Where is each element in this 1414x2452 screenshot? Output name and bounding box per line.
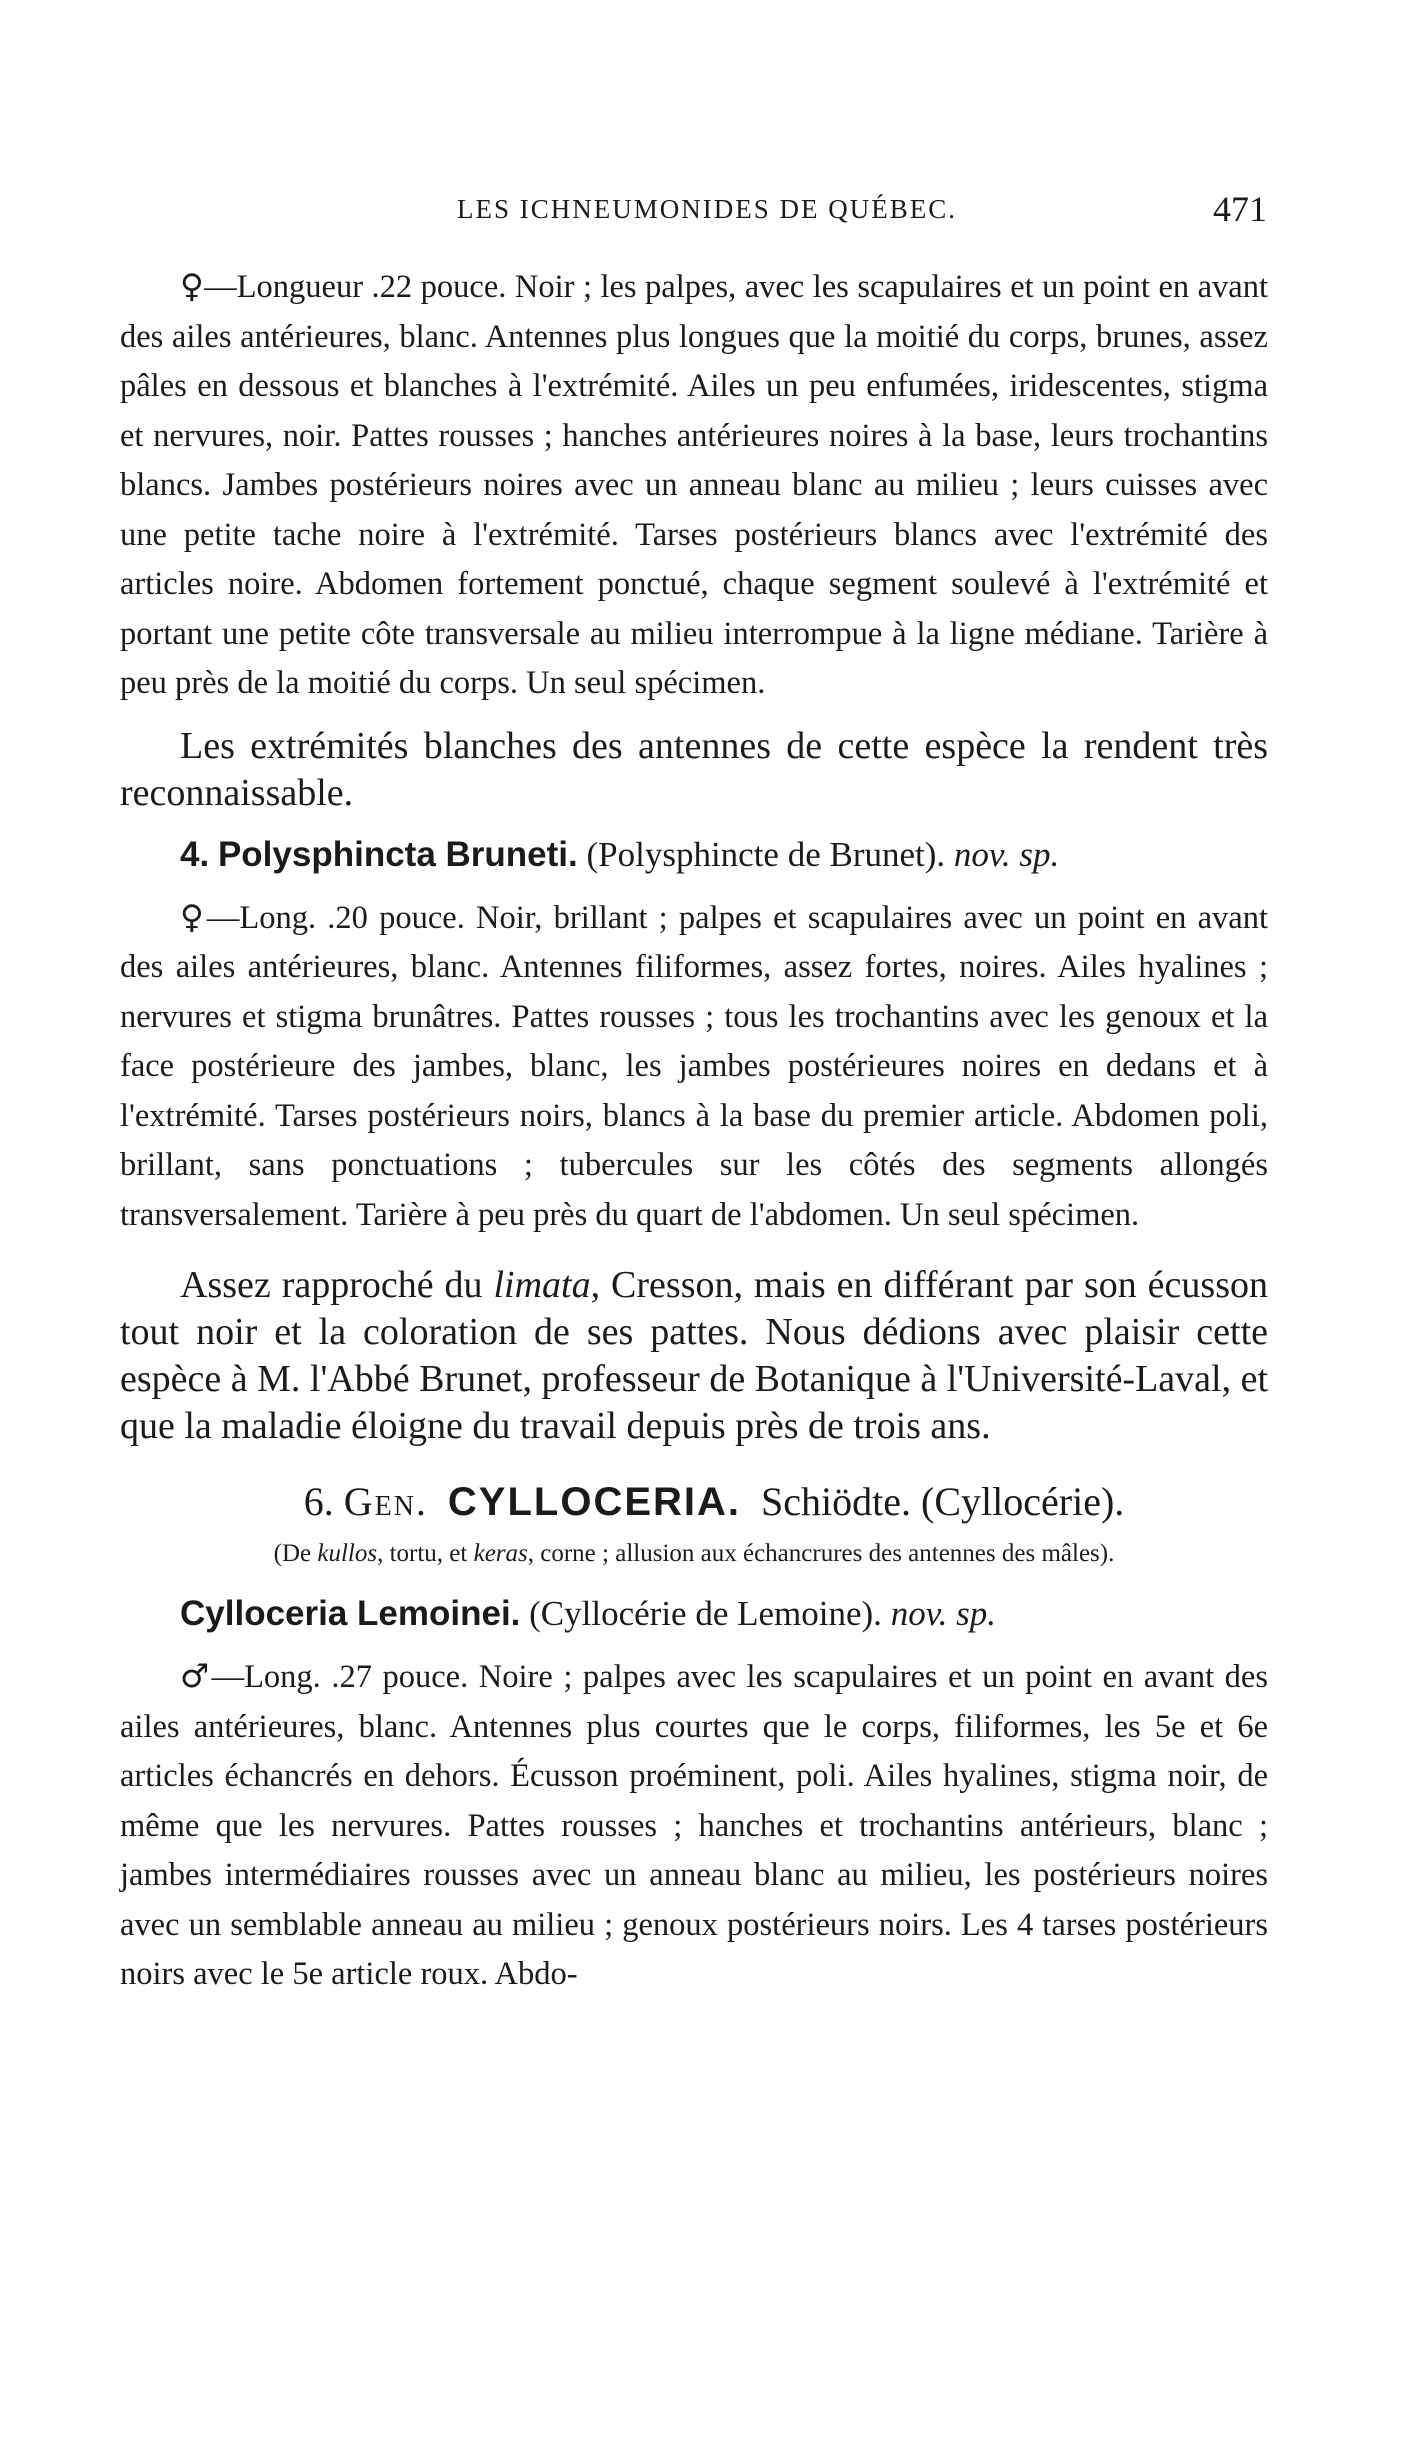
species-abbreviation: nov. sp. [953, 834, 1060, 874]
female-symbol-icon: ♀ [180, 897, 207, 936]
page-number: 471 [1213, 189, 1267, 229]
genus-name: CYLLOCERIA. [447, 1480, 742, 1524]
genus-label: Gen. [343, 1479, 428, 1524]
etymology-text: (De [273, 1540, 318, 1567]
species-common-name: (Polysphincte de Brunet). [586, 834, 946, 874]
running-header [0, 188, 1414, 238]
etymology-word: kullos [317, 1540, 378, 1567]
female-symbol-icon: ♀ [180, 267, 205, 305]
description-text: —Long. .20 pouce. Noir, brillant ; palpes et scapulaires avec un point en avant des ailes antérieures, blanc. Antennes filiformes, assez fortes, noires. Ailes hyalines ; nervures et stigma brunâtres. Pattes rousses ; tous les trochantins avec les genoux et la face postérieure des jambes, blanc, les jambes postérieures noires en dedans et à l'extrémité. Tarses postérieurs noirs, blancs à la base du premier article. Abdomen poli, brillant, sans ponctuations ; tubercules sur les côtés des segments allongés transversalement. Tarière à peu près du quart de l'abdomen. Un seul spécimen. [120, 899, 1268, 1233]
remark-text: , Cresson, mais en différant par son écusson tout noir et la coloration de ses pattes. Nous dédions avec plaisir cette espèce à M. l'Abbé Brunet, professeur de Botanique à l'Université-Laval, et que la maladie éloigne du travail depuis près de trois ans. [120, 1264, 1269, 1447]
species-name: Cylloceria Lemoinei. [180, 1594, 521, 1633]
description-text: —Long. .27 pouce. Noire ; palpes avec les scapulaires et un point en avant des ailes antérieures, blanc. Antennes plus courtes que le corps, filiformes, les 5e et 6e articles échancrés en dehors. Écusson proéminent, poli. Ailes hyalines, stigma noir, de même que les nervures. Pattes rousses ; hanches et trochantins antérieurs, blanc ; jambes intermédiaires rousses avec un anneau blanc au milieu, les postérieurs noires avec un semblable anneau au milieu ; genoux postérieurs noirs. Les 4 tarses postérieurs noirs avec le 5e article roux. Abdo- [120, 1659, 1268, 1992]
species-number: 4. [180, 834, 210, 874]
species-heading [120, 831, 1268, 879]
genus-number: 6. [303, 1479, 334, 1524]
body-text [120, 262, 1268, 2000]
running-title: LES ICHNEUMONIDES DE QUÉBEC. [457, 194, 957, 224]
remark-italic-name: limata [493, 1264, 591, 1306]
species-abbreviation: nov. sp. [890, 1594, 996, 1633]
species-common-name: (Cyllocérie de Lemoine). [529, 1594, 882, 1633]
species-name: Polysphincta Bruneti. [217, 834, 578, 874]
species-heading [120, 1590, 1268, 1638]
description-paragraph-female [120, 893, 1268, 1241]
remark-paragraph: Les extrémités blanches des antennes de cette espèce la rendent très reconnaissable. [120, 724, 1268, 814]
male-symbol-icon: ♂ [180, 1657, 212, 1695]
etymology-text: , corne ; allusion aux échancrures des antennes des mâles). [527, 1540, 1115, 1567]
etymology-text: , tortu, et [377, 1540, 474, 1567]
genus-heading [120, 1472, 1268, 1532]
remark-text: Assez rapproché du [180, 1264, 494, 1306]
etymology-word: keras [473, 1540, 528, 1567]
genus-common-name: (Cyllocérie). [921, 1479, 1125, 1524]
genus-author: Schiödte. [761, 1479, 912, 1524]
description-paragraph-male [120, 1652, 1268, 2000]
remark-paragraph [120, 1262, 1268, 1450]
description-paragraph-female [120, 262, 1268, 709]
description-text: —Longueur .22 pouce. Noir ; les palpes, avec les scapulaires et un point en avant des ailes antérieures, blanc. Antennes plus longues que la moitié du corps, brunes, assez pâles en dessous et blanches à l'extrémité. Ailes un peu enfumées, iridescentes, stigma et nervures, noir. Pattes rousses ; hanches antérieures noires à la base, leurs trochantins blancs. Jambes postérieurs noires avec un anneau blanc au milieu ; leurs cuisses avec une petite tache noire à l'extrémité. Tarses postérieurs blancs avec l'extrémité des articles noire. Abdomen fortement ponctué, chaque segment soulevé à l'extrémité et portant une petite côte transversale au milieu interrompue à la ligne médiane. Tarière à peu près de la moitié du corps. Un seul spécimen. [120, 269, 1268, 701]
etymology-note [120, 1532, 1268, 1576]
